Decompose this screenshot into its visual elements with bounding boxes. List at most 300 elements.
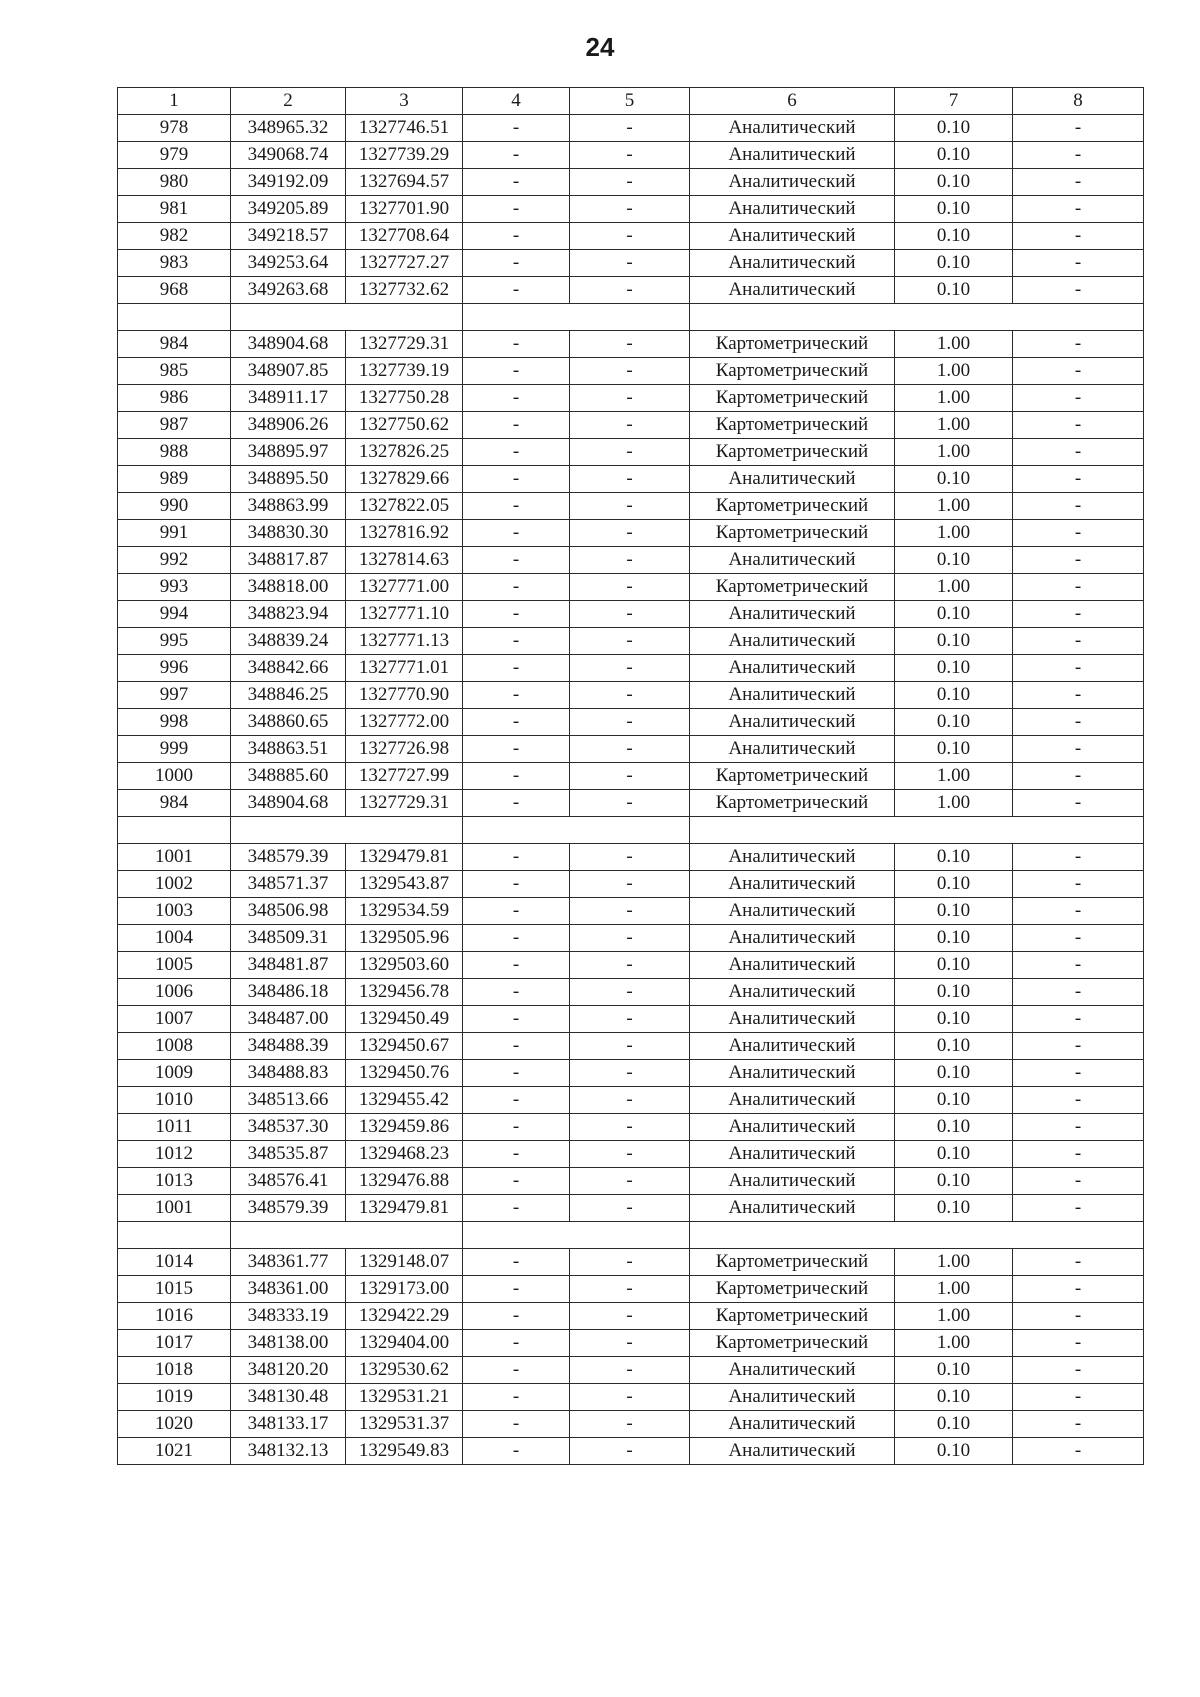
- table-cell: -: [570, 358, 690, 385]
- table-cell: -: [1013, 115, 1144, 142]
- table-cell: 982: [118, 223, 231, 250]
- table-cell: 994: [118, 601, 231, 628]
- table-cell: 1014: [118, 1249, 231, 1276]
- table-cell: 1329459.86: [346, 1114, 463, 1141]
- table-cell: 348904.68: [231, 331, 346, 358]
- table-row: [118, 1384, 1144, 1411]
- table-cell: 1329479.81: [346, 844, 463, 871]
- table-cell: 1011: [118, 1114, 231, 1141]
- table-cell: 1017: [118, 1330, 231, 1357]
- table-cell: -: [463, 1114, 570, 1141]
- table-cell: 1002: [118, 871, 231, 898]
- table-row: [118, 1438, 1144, 1465]
- table-cell: 999: [118, 736, 231, 763]
- table-cell: 1327814.63: [346, 547, 463, 574]
- table-row: [118, 1276, 1144, 1303]
- table-cell: 990: [118, 493, 231, 520]
- table-cell: 348579.39: [231, 1195, 346, 1222]
- table-cell: 348361.77: [231, 1249, 346, 1276]
- table-cell: 1327822.05: [346, 493, 463, 520]
- table-row: [118, 466, 1144, 493]
- table-cell: -: [463, 520, 570, 547]
- table-cell: 1327772.00: [346, 709, 463, 736]
- table-cell: Аналитический: [690, 736, 895, 763]
- table-cell: 348911.17: [231, 385, 346, 412]
- table-cell: 1004: [118, 925, 231, 952]
- coordinates-table: [117, 87, 1144, 1465]
- table-cell: 0.10: [895, 196, 1013, 223]
- table-cell: 348895.97: [231, 439, 346, 466]
- table-cell: -: [1013, 1357, 1144, 1384]
- table-cell: -: [463, 655, 570, 682]
- table-cell: -: [463, 844, 570, 871]
- table-cell: -: [463, 466, 570, 493]
- table-cell: 1327726.98: [346, 736, 463, 763]
- column-header: 2: [231, 88, 346, 115]
- table-cell: -: [1013, 736, 1144, 763]
- table-cell: 1019: [118, 1384, 231, 1411]
- table-cell: -: [570, 898, 690, 925]
- separator-cell: [463, 817, 690, 844]
- table-cell: -: [1013, 871, 1144, 898]
- table-row: [118, 412, 1144, 439]
- table-cell: 348823.94: [231, 601, 346, 628]
- table-cell: -: [463, 763, 570, 790]
- table-cell: -: [463, 1357, 570, 1384]
- table-cell: -: [463, 250, 570, 277]
- table-cell: 348895.50: [231, 466, 346, 493]
- table-row: [118, 709, 1144, 736]
- table-cell: 348513.66: [231, 1087, 346, 1114]
- table-cell: Аналитический: [690, 1060, 895, 1087]
- table-cell: -: [463, 1168, 570, 1195]
- table-cell: 1.00: [895, 358, 1013, 385]
- table-cell: 985: [118, 358, 231, 385]
- table-cell: Аналитический: [690, 601, 895, 628]
- table-cell: -: [463, 790, 570, 817]
- table-row: [118, 196, 1144, 223]
- table-cell: -: [1013, 601, 1144, 628]
- table-cell: Картометрический: [690, 1330, 895, 1357]
- table-cell: -: [463, 682, 570, 709]
- table-cell: -: [1013, 790, 1144, 817]
- table-cell: 348579.39: [231, 844, 346, 871]
- table-cell: 348863.99: [231, 493, 346, 520]
- table-cell: -: [463, 1033, 570, 1060]
- table-row: [118, 763, 1144, 790]
- table-cell: -: [570, 844, 690, 871]
- table-cell: -: [463, 925, 570, 952]
- table-cell: 348488.39: [231, 1033, 346, 1060]
- table-cell: -: [463, 1303, 570, 1330]
- table-cell: 1327739.29: [346, 142, 463, 169]
- table-cell: 1329456.78: [346, 979, 463, 1006]
- table-cell: -: [463, 1087, 570, 1114]
- separator-row: [118, 1222, 1144, 1249]
- table-cell: -: [570, 439, 690, 466]
- table-cell: -: [463, 601, 570, 628]
- table-cell: Аналитический: [690, 277, 895, 304]
- table-cell: Аналитический: [690, 1114, 895, 1141]
- table-cell: -: [463, 1411, 570, 1438]
- table-cell: -: [570, 466, 690, 493]
- table-cell: 997: [118, 682, 231, 709]
- table-cell: 1327771.13: [346, 628, 463, 655]
- table-cell: 348120.20: [231, 1357, 346, 1384]
- table-cell: -: [570, 1195, 690, 1222]
- table-cell: 0.10: [895, 601, 1013, 628]
- separator-cell: [231, 817, 463, 844]
- table-cell: 348506.98: [231, 898, 346, 925]
- table-cell: 1329531.37: [346, 1411, 463, 1438]
- table-cell: 1329404.00: [346, 1330, 463, 1357]
- table-cell: -: [570, 1168, 690, 1195]
- table-cell: -: [1013, 1141, 1144, 1168]
- table-cell: Аналитический: [690, 1087, 895, 1114]
- table-cell: 348487.00: [231, 1006, 346, 1033]
- table-cell: -: [1013, 1168, 1144, 1195]
- table-cell: -: [570, 223, 690, 250]
- table-cell: Аналитический: [690, 898, 895, 925]
- table-cell: 348509.31: [231, 925, 346, 952]
- table-cell: 1009: [118, 1060, 231, 1087]
- table-cell: 0.10: [895, 1060, 1013, 1087]
- table-cell: -: [570, 601, 690, 628]
- table-cell: 348535.87: [231, 1141, 346, 1168]
- table-cell: Картометрический: [690, 1249, 895, 1276]
- table-cell: 0.10: [895, 736, 1013, 763]
- table-cell: 1327729.31: [346, 790, 463, 817]
- table-cell: -: [570, 709, 690, 736]
- table-cell: 989: [118, 466, 231, 493]
- table-cell: -: [570, 1330, 690, 1357]
- table-cell: -: [570, 952, 690, 979]
- table-cell: Картометрический: [690, 520, 895, 547]
- table-cell: -: [570, 412, 690, 439]
- table-cell: Аналитический: [690, 979, 895, 1006]
- table-cell: -: [570, 493, 690, 520]
- table-cell: 1327739.19: [346, 358, 463, 385]
- table-cell: Аналитический: [690, 682, 895, 709]
- table-cell: Картометрический: [690, 790, 895, 817]
- table-cell: 1327701.90: [346, 196, 463, 223]
- table-cell: 348817.87: [231, 547, 346, 574]
- table-cell: -: [463, 628, 570, 655]
- table-cell: 0.10: [895, 628, 1013, 655]
- column-header: 1: [118, 88, 231, 115]
- table-cell: 1327826.25: [346, 439, 463, 466]
- table-cell: -: [1013, 196, 1144, 223]
- table-row: [118, 1060, 1144, 1087]
- table-cell: Картометрический: [690, 358, 895, 385]
- table-cell: 1329479.81: [346, 1195, 463, 1222]
- table-row: [118, 655, 1144, 682]
- table-row: [118, 1006, 1144, 1033]
- table-cell: 1.00: [895, 493, 1013, 520]
- table-row: [118, 1249, 1144, 1276]
- table-cell: -: [1013, 1060, 1144, 1087]
- table-cell: 995: [118, 628, 231, 655]
- table-row: [118, 979, 1144, 1006]
- table-cell: 348904.68: [231, 790, 346, 817]
- table-cell: -: [570, 1303, 690, 1330]
- table-cell: 349218.57: [231, 223, 346, 250]
- table-cell: 978: [118, 115, 231, 142]
- table-cell: 1329530.62: [346, 1357, 463, 1384]
- table-cell: 1329450.49: [346, 1006, 463, 1033]
- table-cell: 1327727.99: [346, 763, 463, 790]
- table-cell: Картометрический: [690, 574, 895, 601]
- table-cell: 1327771.10: [346, 601, 463, 628]
- table-cell: 348842.66: [231, 655, 346, 682]
- table-cell: 1329455.42: [346, 1087, 463, 1114]
- table-cell: -: [1013, 763, 1144, 790]
- separator-cell: [231, 304, 463, 331]
- table-cell: -: [570, 574, 690, 601]
- table-row: [118, 439, 1144, 466]
- table-cell: 348333.19: [231, 1303, 346, 1330]
- table-cell: -: [570, 682, 690, 709]
- table-cell: -: [570, 1033, 690, 1060]
- column-header: 7: [895, 88, 1013, 115]
- table-row: [118, 250, 1144, 277]
- table-cell: 349263.68: [231, 277, 346, 304]
- table-cell: -: [570, 979, 690, 1006]
- table-cell: 348537.30: [231, 1114, 346, 1141]
- table-cell: -: [570, 871, 690, 898]
- table-row: [118, 385, 1144, 412]
- table-cell: 348839.24: [231, 628, 346, 655]
- table-cell: -: [1013, 1114, 1144, 1141]
- table-row: [118, 682, 1144, 709]
- table-cell: -: [570, 142, 690, 169]
- table-cell: 0.10: [895, 925, 1013, 952]
- table-cell: -: [1013, 1384, 1144, 1411]
- table-cell: 986: [118, 385, 231, 412]
- table-cell: 0.10: [895, 1006, 1013, 1033]
- table-cell: 0.10: [895, 115, 1013, 142]
- table-cell: Аналитический: [690, 871, 895, 898]
- table-cell: Аналитический: [690, 250, 895, 277]
- table-cell: 0.10: [895, 547, 1013, 574]
- table-cell: -: [463, 1384, 570, 1411]
- table-cell: 984: [118, 331, 231, 358]
- table-row: [118, 547, 1144, 574]
- table-row: [118, 169, 1144, 196]
- table-cell: -: [463, 736, 570, 763]
- table-cell: 1329148.07: [346, 1249, 463, 1276]
- table-cell: -: [570, 385, 690, 412]
- table-cell: Аналитический: [690, 1411, 895, 1438]
- table-cell: 348830.30: [231, 520, 346, 547]
- table-row: [118, 115, 1144, 142]
- table-cell: 1327771.00: [346, 574, 463, 601]
- table-cell: Картометрический: [690, 331, 895, 358]
- table-row: [118, 871, 1144, 898]
- table-cell: 348965.32: [231, 115, 346, 142]
- table-cell: 1329543.87: [346, 871, 463, 898]
- table-cell: -: [570, 1060, 690, 1087]
- table-cell: 1327771.01: [346, 655, 463, 682]
- table-cell: Аналитический: [690, 655, 895, 682]
- table-cell: -: [1013, 898, 1144, 925]
- table-cell: Аналитический: [690, 1384, 895, 1411]
- table-cell: Аналитический: [690, 952, 895, 979]
- table-cell: -: [1013, 709, 1144, 736]
- table-cell: Картометрический: [690, 1276, 895, 1303]
- table-cell: 979: [118, 142, 231, 169]
- table-row: [118, 1087, 1144, 1114]
- table-cell: -: [570, 547, 690, 574]
- column-header: 4: [463, 88, 570, 115]
- table-cell: 1006: [118, 979, 231, 1006]
- table-cell: 1000: [118, 763, 231, 790]
- table-cell: -: [463, 196, 570, 223]
- table-cell: 1329450.67: [346, 1033, 463, 1060]
- separator-cell: [463, 304, 690, 331]
- table-cell: -: [1013, 628, 1144, 655]
- table-cell: 348138.00: [231, 1330, 346, 1357]
- table-cell: 1327770.90: [346, 682, 463, 709]
- table-cell: Аналитический: [690, 142, 895, 169]
- table-cell: 348576.41: [231, 1168, 346, 1195]
- table-cell: 0.10: [895, 1141, 1013, 1168]
- table-row: [118, 1033, 1144, 1060]
- table-row: [118, 1357, 1144, 1384]
- separator-cell: [463, 1222, 690, 1249]
- table-cell: -: [1013, 169, 1144, 196]
- table-cell: 348130.48: [231, 1384, 346, 1411]
- table-cell: -: [570, 763, 690, 790]
- table-cell: -: [1013, 223, 1144, 250]
- table-cell: -: [463, 574, 570, 601]
- column-header: 8: [1013, 88, 1144, 115]
- table-cell: -: [570, 1114, 690, 1141]
- table-cell: -: [463, 412, 570, 439]
- table-cell: 1015: [118, 1276, 231, 1303]
- table-cell: 0.10: [895, 223, 1013, 250]
- table-cell: 998: [118, 709, 231, 736]
- table-cell: 1327729.31: [346, 331, 463, 358]
- table-cell: 0.10: [895, 169, 1013, 196]
- table-row: [118, 844, 1144, 871]
- table-cell: 348846.25: [231, 682, 346, 709]
- table-cell: 1020: [118, 1411, 231, 1438]
- table-cell: 1.00: [895, 331, 1013, 358]
- table-cell: 968: [118, 277, 231, 304]
- table-cell: 988: [118, 439, 231, 466]
- table-cell: -: [1013, 1006, 1144, 1033]
- table-cell: 984: [118, 790, 231, 817]
- table-cell: -: [463, 1330, 570, 1357]
- table-cell: -: [1013, 952, 1144, 979]
- table-cell: 1.00: [895, 790, 1013, 817]
- table-cell: -: [1013, 493, 1144, 520]
- table-cell: 0.10: [895, 1114, 1013, 1141]
- table-cell: 1327708.64: [346, 223, 463, 250]
- table-row: [118, 898, 1144, 925]
- table-cell: 1329468.23: [346, 1141, 463, 1168]
- separator-cell: [118, 1222, 231, 1249]
- table-cell: Аналитический: [690, 1141, 895, 1168]
- table-row: [118, 1195, 1144, 1222]
- table-cell: 1329173.00: [346, 1276, 463, 1303]
- table-cell: -: [570, 1087, 690, 1114]
- table-cell: -: [570, 277, 690, 304]
- table-cell: 1.00: [895, 763, 1013, 790]
- table-cell: 349205.89: [231, 196, 346, 223]
- table-cell: 0.10: [895, 1357, 1013, 1384]
- table-cell: 0.10: [895, 952, 1013, 979]
- table-cell: -: [1013, 1033, 1144, 1060]
- table-cell: 1008: [118, 1033, 231, 1060]
- table-cell: -: [1013, 1330, 1144, 1357]
- table-row: [118, 925, 1144, 952]
- table-cell: -: [463, 277, 570, 304]
- table-cell: 0.10: [895, 250, 1013, 277]
- table-cell: -: [570, 169, 690, 196]
- table-cell: 0.10: [895, 871, 1013, 898]
- separator-cell: [118, 304, 231, 331]
- table-cell: -: [463, 115, 570, 142]
- table-cell: 1329422.29: [346, 1303, 463, 1330]
- table-cell: 0.10: [895, 844, 1013, 871]
- table-cell: Аналитический: [690, 1168, 895, 1195]
- table-cell: -: [1013, 574, 1144, 601]
- table-row: [118, 1141, 1144, 1168]
- separator-cell: [118, 817, 231, 844]
- table-cell: 991: [118, 520, 231, 547]
- table-cell: Аналитический: [690, 223, 895, 250]
- table-row: [118, 736, 1144, 763]
- table-cell: -: [463, 223, 570, 250]
- table-cell: 1.00: [895, 1303, 1013, 1330]
- table-cell: 0.10: [895, 142, 1013, 169]
- table-cell: 1007: [118, 1006, 231, 1033]
- table-cell: 1327694.57: [346, 169, 463, 196]
- table-cell: 1012: [118, 1141, 231, 1168]
- table-row: [118, 1168, 1144, 1195]
- table-row: [118, 790, 1144, 817]
- table-cell: -: [1013, 1438, 1144, 1465]
- separator-cell: [690, 1222, 1144, 1249]
- table-cell: -: [570, 331, 690, 358]
- table-cell: 348361.00: [231, 1276, 346, 1303]
- table-cell: -: [1013, 1411, 1144, 1438]
- table-cell: 1329450.76: [346, 1060, 463, 1087]
- table-cell: 0.10: [895, 1168, 1013, 1195]
- table-cell: Аналитический: [690, 1033, 895, 1060]
- table-cell: 1018: [118, 1357, 231, 1384]
- table-cell: -: [570, 1141, 690, 1168]
- table-cell: -: [570, 790, 690, 817]
- table-row: [118, 277, 1144, 304]
- table-cell: -: [463, 547, 570, 574]
- table-cell: 1.00: [895, 385, 1013, 412]
- table-cell: 0.10: [895, 277, 1013, 304]
- table-cell: -: [1013, 925, 1144, 952]
- table-cell: 0.10: [895, 655, 1013, 682]
- table-body: [118, 88, 1144, 1465]
- table-cell: 1010: [118, 1087, 231, 1114]
- table-row: [118, 574, 1144, 601]
- table-cell: -: [463, 709, 570, 736]
- table-cell: Картометрический: [690, 493, 895, 520]
- table-cell: 1327732.62: [346, 277, 463, 304]
- table-cell: -: [463, 385, 570, 412]
- table-cell: 348907.85: [231, 358, 346, 385]
- table-cell: Аналитический: [690, 1006, 895, 1033]
